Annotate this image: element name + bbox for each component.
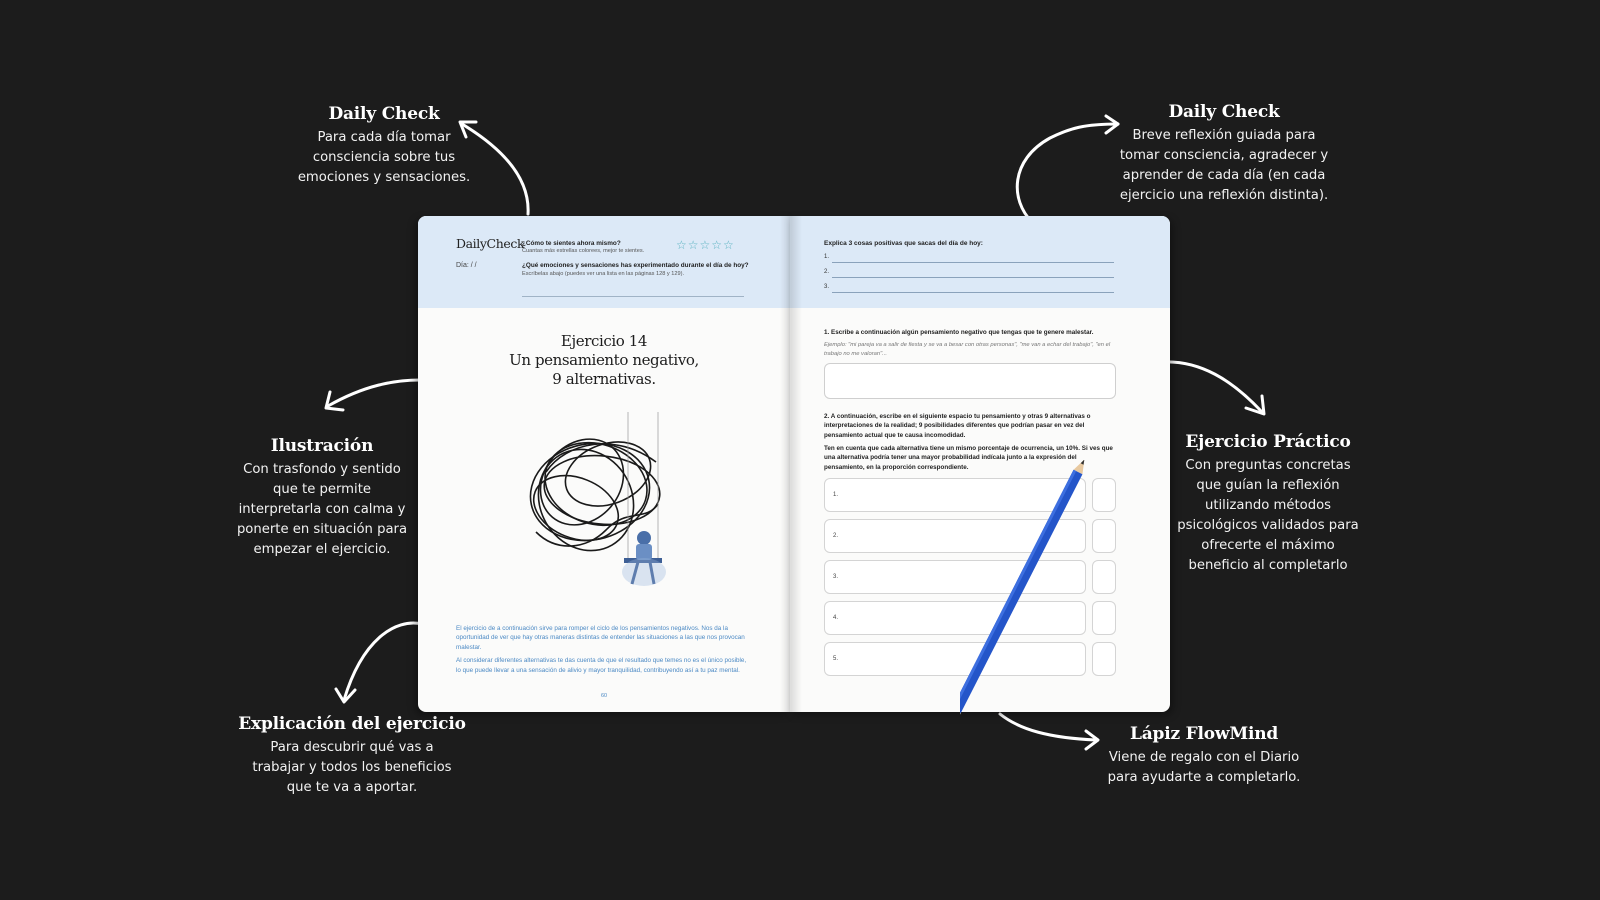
page-number: 60 [600, 693, 608, 699]
pencil-icon [960, 460, 1100, 740]
callout-lapiz [1100, 724, 1308, 788]
alternative-number: 5. [833, 656, 839, 662]
arrowhead [336, 689, 355, 702]
arrow-explicacion [344, 623, 422, 700]
alternative-number: 1. [833, 492, 839, 498]
day-field: Día: / / [456, 262, 477, 269]
positives-question: Explica 3 cosas positivas que sacas del día de hoy: [824, 240, 983, 247]
callout-title: Ejercicio Práctico [1185, 432, 1351, 452]
explanation-paragraph: El ejercicio de a continuación sirve para romper el ciclo de los pensamientos negativos. Nos da la oportunidad de ver que hay otras maneras distintas de entender las situaciones a las que nos provocan malestar. [456, 625, 745, 651]
exercise-title-line1: Un pensamiento negativo, [509, 351, 699, 369]
arrow-ejercicio [1162, 362, 1262, 412]
exercise-number: Ejercicio 14 [560, 332, 648, 350]
callout-body: Viene de regalo con el Diario para ayudarte a completarlo. [1107, 750, 1301, 785]
callout-body: Con trasfondo y sentido que te permite interpretarla con calma y ponerte en situación para empezar el ejercicio. [236, 462, 408, 557]
line-number: 1. [824, 254, 830, 260]
positive-line [824, 284, 1114, 290]
exercise-heading [418, 332, 790, 389]
callout-ilustracion [236, 436, 408, 560]
arrowhead [1246, 396, 1264, 414]
arrow-ilustracion [328, 380, 420, 406]
step1-text: 1. Escribe a continuación algún pensamiento negativo que tengas que te genere malestar. [824, 329, 1094, 336]
line-number: 3. [824, 284, 830, 290]
callout-daily-check-left [284, 104, 484, 188]
callout-body: Con preguntas concretas que guían la reflexión utilizando métodos psicológicos validados para ofrecerte el máximo beneficio al completarlo [1177, 458, 1359, 573]
step2-note-text: Ten en cuenta que cada alternativa tiene un mismo porcentaje de ocurrencia, un 10%. Si ves que una alternativa podría tener una mayor probabilidad indícala junto a la expresión del pensamiento, en la proporción correspondiente. [824, 445, 1113, 471]
explanation-paragraph: Al considerar diferentes alternativas te das cuenta de que el resultado que temes no es el único posible, lo que puede llevar a una sensación de alivio y mayor tranquilidad, contribuyendo así a tu paz mental. [456, 657, 747, 674]
alternative-number: 4. [833, 615, 839, 621]
exercise-title-line2: 9 alternativas. [552, 370, 656, 388]
alternative-number: 3. [833, 574, 839, 580]
callout-ejercicio-practico [1176, 432, 1360, 576]
callout-title: Ilustración [270, 436, 374, 456]
arrow-daily-check-right [1017, 124, 1118, 222]
star-rating-icon: ☆☆☆☆☆ [676, 238, 735, 252]
callout-title: Daily Check [328, 104, 440, 124]
step2-instruction [824, 412, 1116, 440]
emotions-question: ¿Qué emociones y sensaciones has experimentado durante el día de hoy? [522, 262, 749, 269]
line-number: 2. [824, 269, 830, 275]
callout-daily-check-right [1118, 102, 1330, 206]
writing-line [522, 296, 744, 297]
left-page [418, 216, 790, 712]
mood-question-hint: Cuantas más estrellas colorees, mejor te sientes. [522, 248, 645, 254]
arrowhead [1106, 116, 1118, 133]
step1-instruction [824, 328, 1116, 337]
journal-spine [780, 216, 802, 712]
callout-body: Para cada día tomar consciencia sobre tus emociones y sensaciones. [297, 130, 471, 185]
callout-explicacion [230, 714, 474, 798]
mood-question: ¿Cómo te sientes ahora mismo? [522, 240, 621, 247]
thought-input-box [824, 363, 1116, 399]
emotions-question-hint: Escríbelas abajo (puedes ver una lista en las páginas 128 y 129). [522, 271, 685, 277]
callout-title: Daily Check [1168, 102, 1280, 122]
exercise-explanation [456, 624, 752, 675]
arrowhead [326, 392, 343, 410]
step2-text: 2. A continuación, escribe en el siguiente espacio tu pensamiento y otras 9 alternativas o interpretaciones de la realidad; 9 posibilidades diferentes que podrían pasar en vez del pensamiento actual que te causa incomodidad. [824, 413, 1091, 439]
callout-title: Lápiz FlowMind [1129, 724, 1279, 744]
positive-line [824, 254, 1114, 260]
callout-title: Explicación del ejercicio [238, 714, 466, 734]
callout-body: Breve reflexión guiada para tomar consciencia, agradecer y aprender de cada día (en cada ejercicio una reflexión distinta). [1119, 128, 1329, 203]
callout-body: Para descubrir qué vas a trabajar y todos los beneficios que te va a aportar. [252, 740, 452, 795]
scribble-swing-illustration [516, 412, 696, 602]
daily-check-logo: DailyCheck [456, 236, 525, 251]
alternative-number: 2. [833, 533, 839, 539]
step1-example: Ejemplo: "mi pareja va a salir de fiesta y se va a besar con otras personas", "me van a echar del trabajo", "en el trabajo no me valoran"... [824, 342, 1111, 357]
positive-line [824, 269, 1114, 275]
